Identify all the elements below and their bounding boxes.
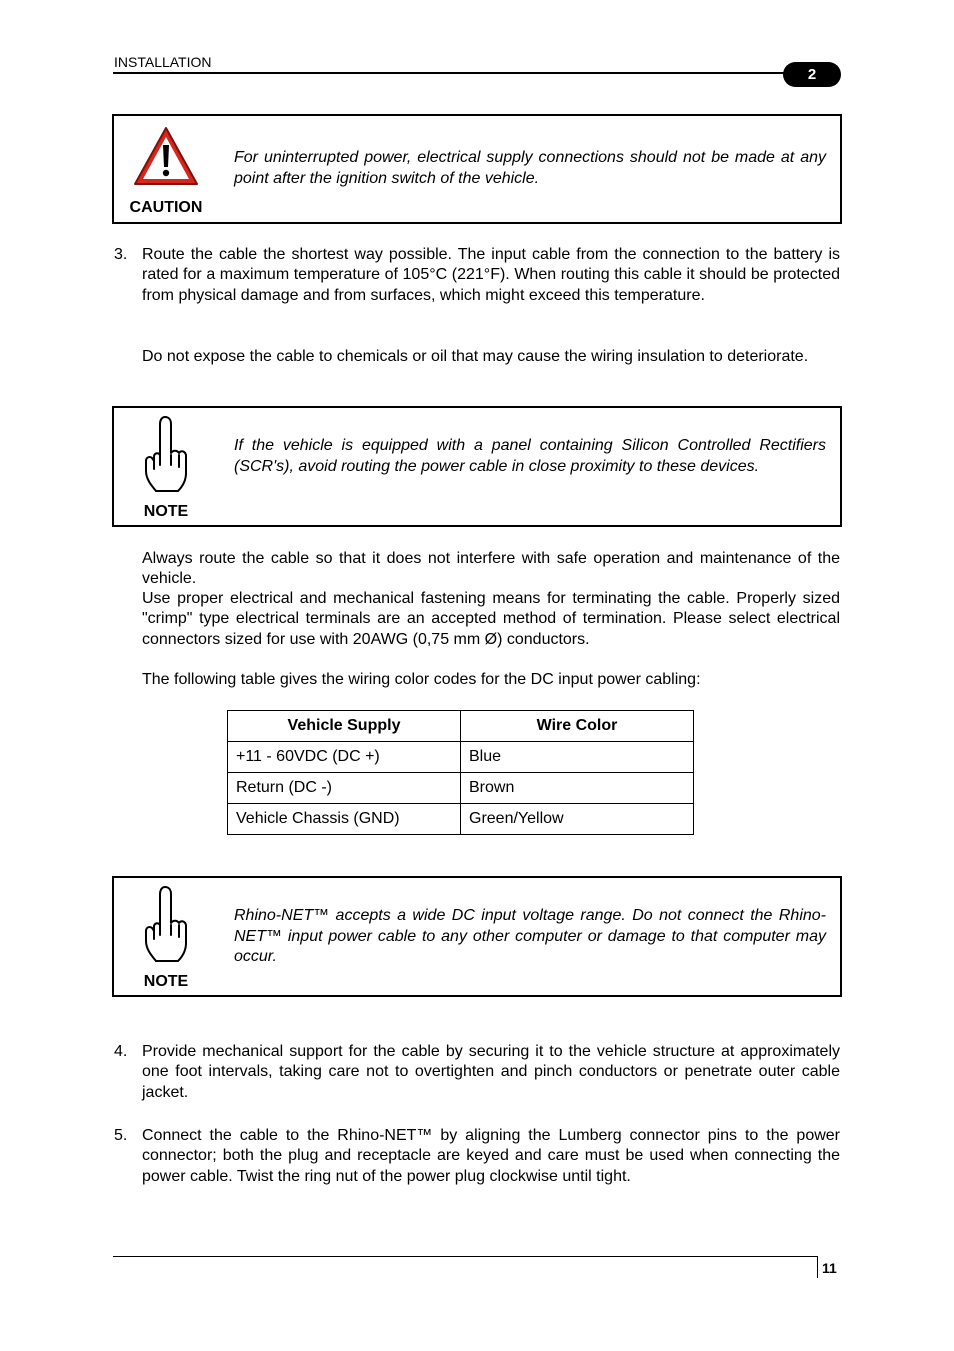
caution-text: For uninterrupted power, electrical supply connections should not be made at any point after the ignition switch of the vehicle.: [234, 149, 826, 187]
pointing-hand-icon: [142, 413, 188, 500]
note-text-scr: If the vehicle is equipped with a panel containing Silicon Controlled Rectifiers (SCR's), avoid routing the power cable in close proximity to these devices.: [234, 437, 826, 475]
caution-box: [112, 114, 842, 224]
wiring-color-table: [227, 710, 694, 835]
footer-rule: [113, 1256, 817, 1257]
color-cell: Brown: [461, 773, 694, 804]
section-title: INSTALLATION: [114, 54, 212, 70]
note-box-voltage: [112, 876, 842, 997]
note-box-scr: [112, 406, 842, 527]
header-vehicle-supply: Vehicle Supply: [228, 711, 461, 742]
fastening-paragraph: Use proper electrical and mechanical fastening means for terminating the cable. Properly sized "crimp" type electrical terminals are an accepted method of termination. Please select electrical connectors sized for use with 20AWG (0,75 mm Ø) conductors.: [142, 590, 840, 648]
step-3-text: Route the cable the shortest way possible. The input cable from the connection to the battery is rated for a maximum temperature of 105°C (221°F). When routing this cable it should be protected from physical damage and from surfaces, which might exceed this temperature.: [142, 246, 840, 304]
supply-cell: Vehicle Chassis (GND): [228, 804, 461, 835]
step-3-chemicals-text: Do not expose the cable to chemicals or oil that may cause the wiring insulation to deteriorate.: [142, 348, 809, 365]
route-paragraph: Always route the cable so that it does not interfere with safe operation and maintenance of the vehicle.: [142, 550, 840, 588]
pointing-hand-icon: [142, 883, 188, 970]
color-cell: Blue: [461, 742, 694, 773]
chapter-badge: 2: [783, 62, 841, 87]
step-5-number: 5.: [114, 1127, 128, 1144]
color-cell: Green/Yellow: [461, 804, 694, 835]
supply-cell: +11 - 60VDC (DC +): [228, 742, 461, 773]
step-4-number: 4.: [114, 1043, 128, 1060]
table-row: [228, 804, 694, 835]
step-3-number: 3.: [114, 246, 128, 263]
table-header-row: [228, 711, 694, 742]
warning-triangle-icon: [132, 125, 200, 192]
table-row: [228, 773, 694, 804]
table-row: [228, 742, 694, 773]
table-intro: The following table gives the wiring color codes for the DC input power cabling:: [142, 671, 701, 688]
step-5-text: Connect the cable to the Rhino-NET™ by aligning the Lumberg connector pins to the power connector; both the plug and receptacle are keyed and care must be used when connecting the power cable. Twist the ring nut of the power plug clockwise until tight.: [142, 1127, 840, 1185]
supply-cell: Return (DC -): [228, 773, 461, 804]
note-label: NOTE: [143, 973, 189, 990]
footer-divider: [817, 1256, 818, 1278]
step-4-text: Provide mechanical support for the cable by securing it to the vehicle structure at approximately one foot intervals, taking care not to overtighten and pinch conductors or penetrate outer cable jacket.: [142, 1043, 840, 1101]
header-wire-color: Wire Color: [461, 711, 694, 742]
header-rule: [113, 72, 813, 74]
note-label: NOTE: [143, 503, 189, 520]
page-number: 11: [822, 1260, 837, 1276]
note-text-voltage: Rhino-NET™ accepts a wide DC input voltage range. Do not connect the Rhino-NET™ input power cable to any other computer or damage to that computer may occur.: [234, 907, 826, 965]
caution-label: CAUTION: [129, 199, 203, 216]
